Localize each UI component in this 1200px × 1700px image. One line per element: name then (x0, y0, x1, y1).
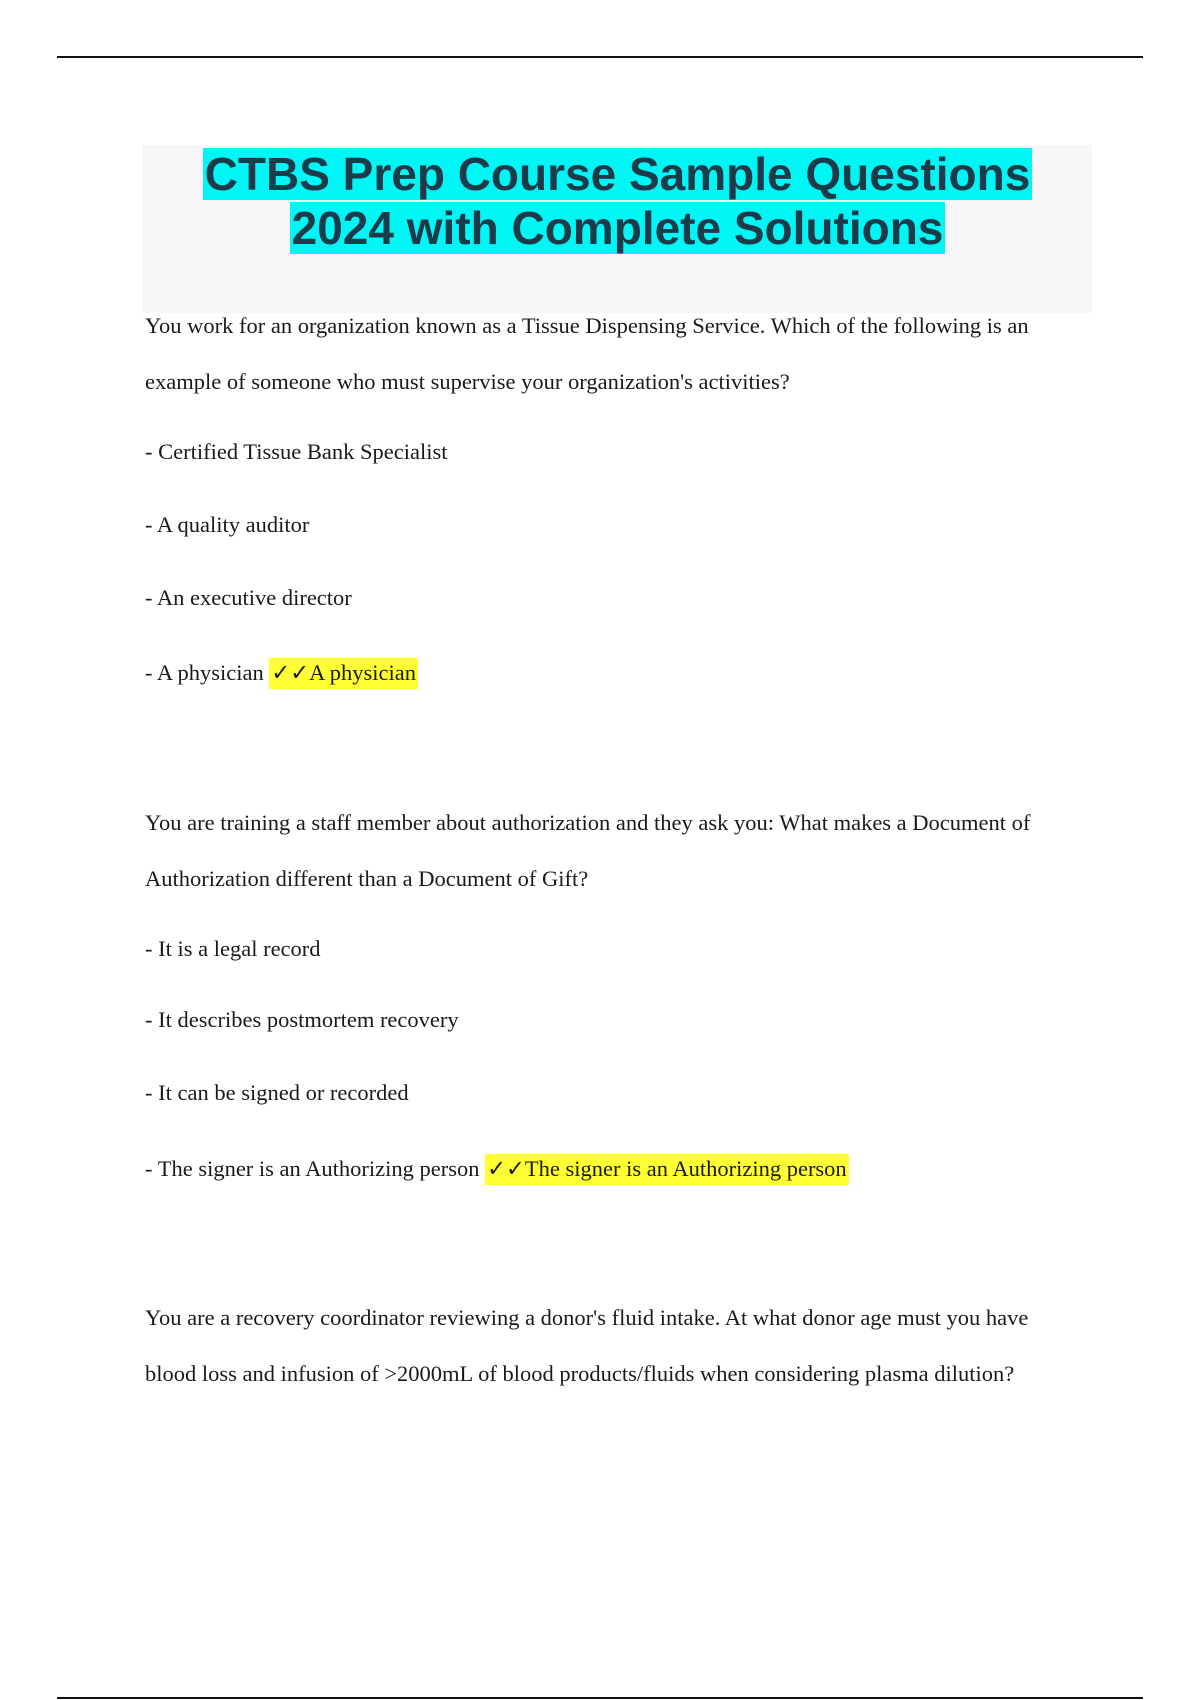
question-2-answer: The signer is an Authorizing person (524, 1156, 847, 1181)
question-1-option-4: - A physician (145, 660, 264, 685)
question-1-text: You work for an organization known as a Tissue Dispensing Service. Which of the following is an example of someone who must supervise your organization's activities? (145, 313, 1029, 394)
document-title (143, 145, 1092, 313)
title-line-1: CTBS Prep Course Sample Questions (204, 148, 1031, 200)
question-1-option-4-row (145, 658, 418, 688)
question-1-answer-highlight (269, 658, 418, 689)
question-3-text: You are a recovery coordinator reviewing a donor's fluid intake. At what donor age must you have blood loss and infusion of >2000mL of blood products/fluids when considering plasma dilution? (145, 1305, 1029, 1386)
question-2-answer-highlight (485, 1154, 849, 1185)
question-1-option-3: - An executive director (145, 585, 352, 610)
top-rule (57, 56, 1143, 58)
question-2-option-1: - It is a legal record (145, 936, 321, 961)
question-2-option-4-row (145, 1154, 849, 1184)
check-icon: ✓✓ (487, 1156, 525, 1182)
question-2-option-3: - It can be signed or recorded (145, 1080, 409, 1105)
question-1-option-1: - Certified Tissue Bank Specialist (145, 439, 448, 464)
title-line-2: 2024 with Complete Solutions (291, 202, 944, 254)
question-2-option-4: - The signer is an Authorizing person (145, 1156, 480, 1181)
question-1-option-2: - A quality auditor (145, 512, 310, 537)
bottom-rule (57, 1697, 1143, 1699)
check-icon: ✓✓ (271, 660, 310, 686)
question-1-answer: A physician (309, 660, 416, 685)
question-2-option-2: - It describes postmortem recovery (145, 1007, 459, 1032)
question-2-text: You are training a staff member about authorization and they ask you: What makes a Document of Authorization different than a Document of Gift? (145, 810, 1031, 891)
